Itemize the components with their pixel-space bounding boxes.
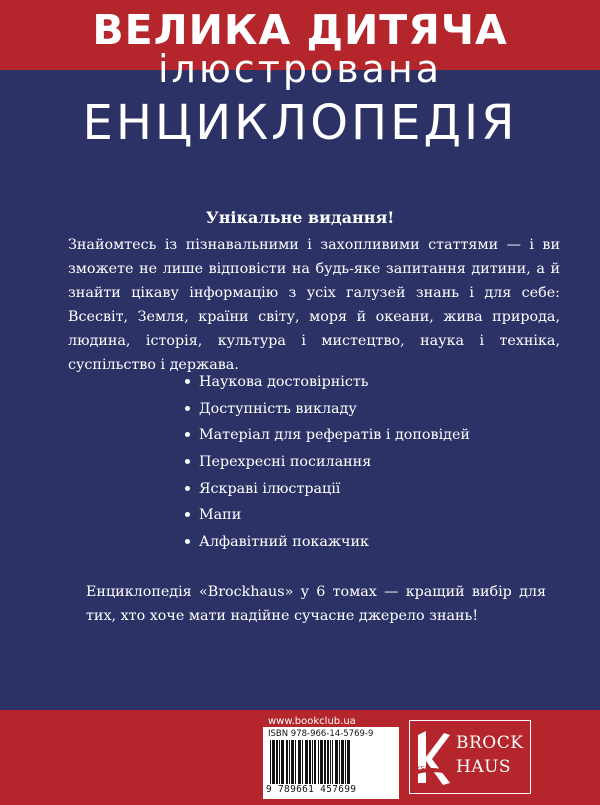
bullet-icon — [185, 486, 190, 491]
barcode-bar — [302, 740, 303, 784]
logo-brand-line-2: HAUS — [456, 757, 512, 777]
logo-brand-line-1: BROCK — [456, 733, 524, 753]
barcode-bar — [341, 740, 344, 784]
feature-item: Матеріал для рефератів і доповідей — [185, 423, 470, 450]
brockhaus-logo — [409, 720, 531, 794]
barcode-bar — [318, 740, 319, 784]
barcode-bar — [272, 740, 275, 784]
barcode-bar — [345, 740, 346, 784]
publisher-url: www.bookclub.ua — [268, 716, 356, 727]
blurb-outro: Енциклопедія «Brockhaus» у 6 томах — кращий вибір для тих, хто хоче мати надійне сучасне джерело знань! — [86, 584, 546, 624]
bullet-icon — [185, 539, 190, 544]
barcode-bar — [281, 740, 284, 784]
title-line-3: ЕНЦИКЛОПЕДІЯ — [82, 95, 518, 151]
barcode-bar — [286, 740, 288, 784]
barcode-bar — [332, 740, 333, 784]
barcode-bar — [279, 740, 280, 784]
barcode-bar — [270, 740, 271, 784]
feature-list — [185, 370, 470, 557]
barcode-bar — [324, 740, 326, 784]
barcode-bar — [320, 740, 323, 784]
barcode-bar — [291, 740, 294, 784]
feature-item: Яскраві ілюстрації — [185, 477, 470, 504]
title-line-2: ілюстрована — [157, 47, 443, 91]
bullet-icon — [185, 459, 190, 464]
logo-mark-text: KSD — [416, 765, 431, 773]
ksd-logo-icon — [410, 721, 454, 793]
barcode-bar — [305, 740, 308, 784]
barcode-bar — [312, 740, 313, 784]
feature-item: Алфавітний покажчик — [185, 530, 470, 557]
title-line-1: ВЕЛИКА ДИТЯЧА — [92, 6, 508, 54]
isbn-text: ISBN 978-966-14-5769-9 — [268, 729, 374, 739]
barcode-bar — [276, 740, 278, 784]
barcode-bar — [298, 740, 301, 784]
barcode-bar — [295, 740, 296, 784]
feature-item: Наукова достовірність — [185, 370, 470, 397]
blurb-intro: Знайомтесь із пізнавальними і захопливими статтями — і ви зможете не лише відповісти на будь-яке запитання дитини, а й знайти цікаву інформацію з усіх галузей знань і для себе: Всесвіт, Земля, країни світу, моря й океани, жива природа, людина, історія, культура і мистецтво, наука і техніка, суспільство і держава. — [68, 237, 560, 373]
barcode-icon — [268, 740, 394, 784]
bullet-icon — [185, 512, 190, 517]
barcode-bar — [330, 740, 331, 784]
barcode-bar — [339, 740, 340, 784]
barcode-digits: 9 789661 457699 — [266, 784, 357, 795]
blurb-heading: Унікальне видання! — [205, 208, 395, 227]
barcode-bar — [335, 740, 338, 784]
barcode-bar — [314, 740, 316, 784]
feature-item: Доступність викладу — [185, 397, 470, 424]
feature-item: Мапи — [185, 503, 470, 530]
barcode-bar — [327, 740, 329, 784]
barcode-bar — [347, 740, 350, 784]
bullet-icon — [185, 406, 190, 411]
bullet-icon — [185, 379, 190, 384]
barcode-bar — [289, 740, 290, 784]
bullet-icon — [185, 432, 190, 437]
barcode-panel — [263, 727, 399, 799]
feature-item: Перехресні посилання — [185, 450, 470, 477]
barcode-bar — [309, 740, 311, 784]
